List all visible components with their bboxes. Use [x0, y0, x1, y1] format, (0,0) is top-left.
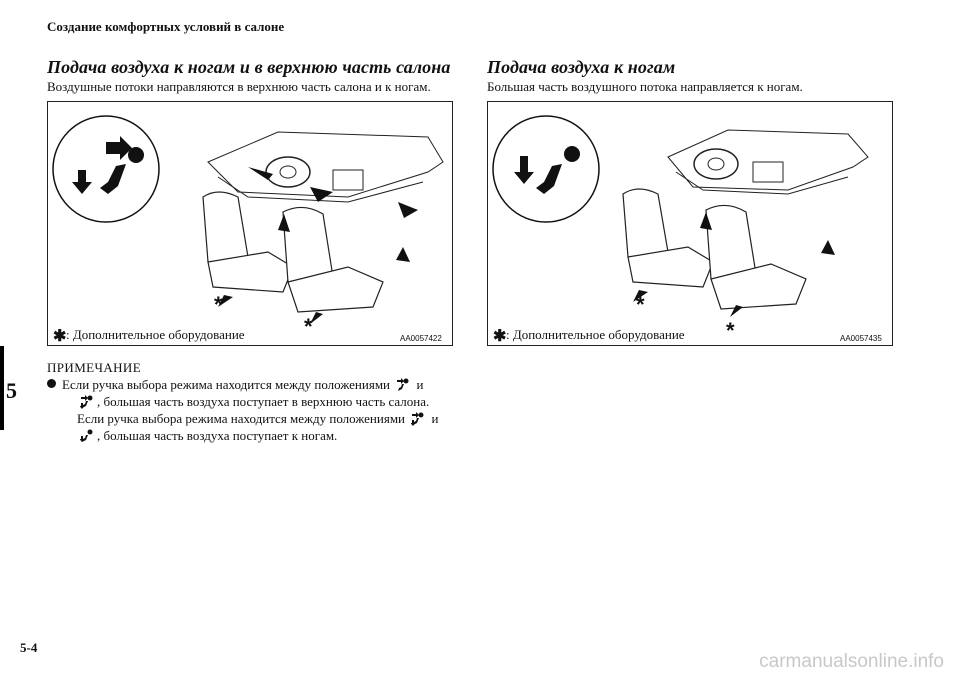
- mode-face-icon: [396, 378, 410, 392]
- note-line: Если ручка выбора режима находится между положениями: [62, 377, 391, 392]
- mode-feet-icon: [80, 429, 94, 443]
- figure-feet-and-face: [47, 101, 453, 346]
- page-header: Создание комфортных условий в салоне: [47, 19, 285, 34]
- optional-asterisk-icon: ✱: [493, 328, 507, 345]
- bullet-icon: [47, 379, 56, 388]
- watermark: carmanualsonline.info: [759, 651, 944, 672]
- mode-feet-face-icon: [72, 136, 144, 194]
- note-line: и: [416, 377, 424, 392]
- right-description: Большая часть воздушного потока направляется к ногам.: [487, 79, 803, 94]
- mode-feet-face-icon: [80, 395, 94, 409]
- note-line: , большая часть воздуха поступает в верхнюю часть салона.: [97, 394, 430, 409]
- optional-marker: *: [636, 292, 645, 317]
- note-line: Если ручка выбора режима находится между положениями: [77, 411, 406, 426]
- chapter-number: 5: [6, 378, 17, 403]
- right-figure-code: AA0057435: [840, 334, 882, 343]
- optional-marker: *: [304, 314, 313, 339]
- note-heading: ПРИМЕЧАНИЕ: [47, 360, 142, 375]
- note-line: , большая часть воздуха поступает к ногам.: [97, 428, 338, 443]
- optional-marker: *: [214, 292, 223, 317]
- page-number: 5-4: [20, 640, 38, 655]
- left-figure-caption: : Дополнительное оборудование: [66, 327, 245, 342]
- optional-marker: *: [726, 318, 735, 343]
- note-line: и: [431, 411, 439, 426]
- right-heading: Подача воздуха к ногам: [487, 57, 676, 77]
- left-figure-code: AA0057422: [400, 334, 442, 343]
- chapter-tab: [0, 346, 4, 430]
- mode-feet-face-icon: [411, 412, 425, 426]
- note-body: [47, 376, 457, 444]
- figure-feet: [487, 101, 893, 346]
- left-heading: Подача воздуха к ногам и в верхнюю часть салона: [47, 57, 451, 77]
- left-description: Воздушные потоки направляются в верхнюю часть салона и к ногам.: [47, 79, 431, 94]
- mode-feet-icon: [514, 146, 580, 194]
- optional-asterisk-icon: ✱: [53, 328, 67, 345]
- car-interior-illustration: [48, 102, 452, 345]
- right-figure-caption: : Дополнительное оборудование: [506, 327, 685, 342]
- car-interior-illustration: [488, 102, 892, 345]
